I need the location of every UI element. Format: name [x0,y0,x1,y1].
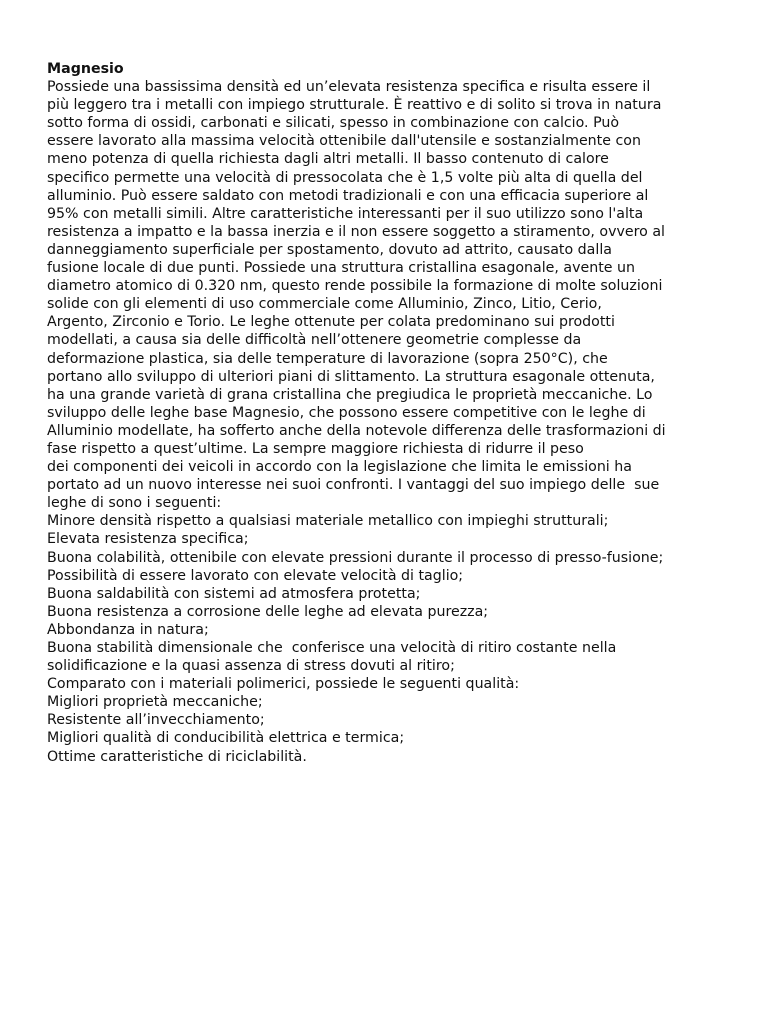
text-line: solide con gli elementi di uso commerciale come Alluminio, Zinco, Litio, Cerio, [47,296,602,313]
text-line: leghe di sono i seguenti: [47,495,222,512]
text-line: Possibilità di essere lavorato con elevate velocità di taglio; [47,567,464,584]
text-line: Buona colabilità, ottenibile con elevate pressioni durante il processo di presso-fusione; [47,549,664,566]
document-title: Magnesio [47,61,124,77]
text-line: Migliori qualità di conducibilità elettrica e termica; [47,730,405,747]
text-line: specifico permette una velocità di pressocolata che è 1,5 volte più alta di quella del [47,169,643,186]
text-line: ha una grande varietà di grana cristallina che pregiudica le proprietà meccaniche. Lo [47,386,653,403]
text-line: più leggero tra i metalli con impiego strutturale. È reattivo e di solito si trova in natura [47,97,662,114]
text-line: Possiede una bassissima densità ed un’elevata resistenza specifica e risulta essere il [47,79,651,96]
text-line: resistenza a impatto e la bassa inerzia e il non essere soggetto a stiramento, ovvero al [47,223,665,240]
text-line: Resistente all’invecchiamento; [47,712,265,729]
text-line: dei componenti dei veicoli in accordo con la legislazione che limita le emissioni ha [47,459,632,476]
text-line: Alluminio modellate, ha sofferto anche della notevole differenza delle trasformazioni di [47,422,666,439]
text-line: Elevata resistenza specifica; [47,531,249,548]
text-line: Ottime caratteristiche di riciclabilità. [47,748,307,765]
text-line: deformazione plastica, sia delle temperature di lavorazione (sopra 250°C), che [47,350,608,367]
text-line: Minore densità rispetto a qualsiasi materiale metallico con impieghi strutturali; [47,513,609,530]
text-line: fase rispetto a quest’ultime. La sempre maggiore richiesta di ridurre il peso [47,440,584,457]
document-body [47,78,727,766]
text-line: diametro atomico di 0.320 nm, questo rende possibile la formazione di molte soluzioni [47,278,663,295]
text-line: Buona resistenza a corrosione delle leghe ad elevata purezza; [47,603,489,620]
text-line: fusione locale di due punti. Possiede una struttura cristallina esagonale, avente un [47,260,635,277]
text-line: Argento, Zirconio e Torio. Le leghe ottenute per colata predominano sui prodotti [47,314,615,331]
text-line: solidificazione e la quasi assenza di stress dovuti al ritiro; [47,658,455,675]
text-line: alluminio. Può essere saldato con metodi tradizionali e con una efficacia superiore al [47,187,649,204]
text-line: danneggiamento superficiale per spostamento, dovuto ad attrito, causato dalla [47,241,612,258]
text-line: Migliori proprietà meccaniche; [47,694,263,711]
text-line: sviluppo delle leghe base Magnesio, che possono essere competitive con le leghe di [47,404,646,421]
text-line: 95% con metalli simili. Altre caratteristiche interessanti per il suo utilizzo sono l'alta [47,205,644,222]
text-line: essere lavorato alla massima velocità ottenibile dall'utensile e sostanzialmente con [47,133,641,150]
text-line: modellati, a causa sia delle difficoltà nell’ottenere geometrie complesse da [47,332,582,349]
text-line: meno potenza di quella richiesta dagli altri metalli. Il basso contenuto di calore [47,151,609,168]
text-line: portano allo sviluppo di ulteriori piani di slittamento. La struttura esagonale ottenuta, [47,368,655,385]
document-page [47,60,727,766]
text-line: portato ad un nuovo interesse nei suoi confronti. I vantaggi del suo impiego delle sue [47,477,660,494]
text-line: Buona stabilità dimensionale che conferisce una velocità di ritiro costante nella [47,640,617,656]
text-line: sotto forma di ossidi, carbonati e silicati, spesso in combinazione con calcio. Può [47,115,620,132]
text-line: Comparato con i materiali polimerici, possiede le seguenti qualità: [47,676,520,693]
text-line: Buona saldabilità con sistemi ad atmosfera protetta; [47,585,421,602]
text-line: Abbondanza in natura; [47,621,209,638]
